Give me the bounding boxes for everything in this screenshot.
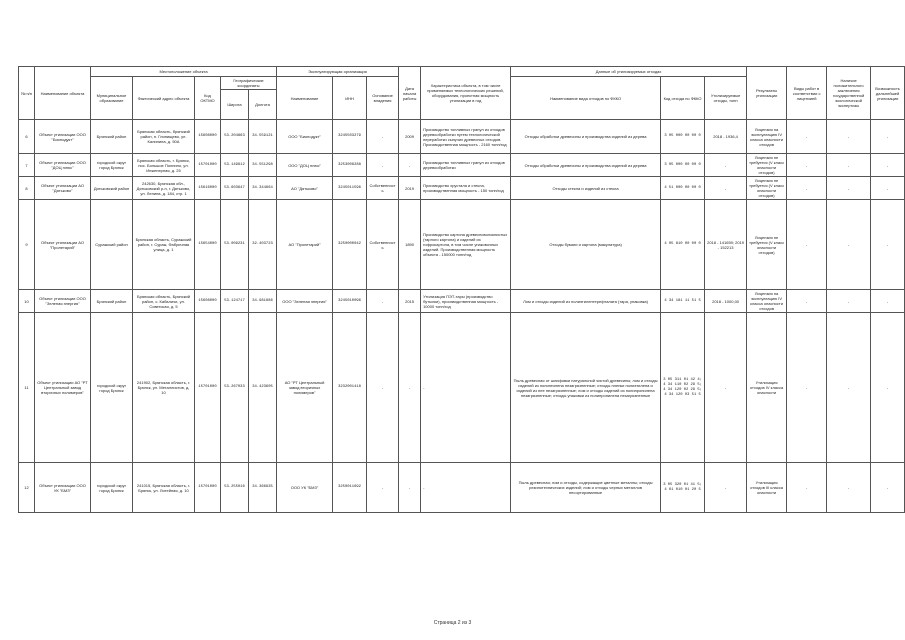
address: 241015, Брянская область, г. Брянск, ул. Литейная, д. 10 — [133, 463, 195, 513]
waste-tonnage: - — [705, 154, 747, 177]
utilization-results: Лицензия не требуется (V класс опасности отходов) — [747, 154, 787, 177]
further-utilization: - — [871, 177, 905, 200]
municipality: Брянский район — [91, 120, 133, 154]
operator-name: ООО "Зеленая энергия" — [277, 290, 333, 313]
waste-fkko-code: 4 51 000 00 00 0 — [661, 177, 705, 200]
inn: 3250011692 — [333, 463, 367, 513]
expertise-conclusion: - — [827, 290, 871, 313]
utilization-results: Утилизация отходов III класса опасности — [747, 463, 787, 513]
waste-fkko-code: 3 05 320 01 41 5; 4 61 010 01 20 5 — [661, 463, 705, 513]
characteristics: Производство картона древесноволокнистых (тарного картона) и изделий из гофрокартона, в том числе упаковочных изделий. Производственная мощность объекта - 150000 тонн/год — [421, 200, 511, 290]
oktmo-code: 15654000 — [195, 200, 221, 290]
expertise-conclusion: - — [827, 177, 871, 200]
col-lat: Широта — [221, 90, 249, 120]
waste-fkko-code: 3 05 000 00 00 0 — [661, 120, 705, 154]
municipality: городской округ город Брянск — [91, 313, 133, 463]
table-row — [19, 154, 905, 177]
activity-types: - — [787, 177, 827, 200]
expertise-conclusion: - — [827, 120, 871, 154]
further-utilization: - — [871, 290, 905, 313]
longitude: 34.344664 — [249, 177, 277, 200]
waste-tonnage: - — [705, 313, 747, 463]
latitude: 53.124717 — [221, 290, 249, 313]
municipality: городской округ город Брянск — [91, 463, 133, 513]
col-fkko-code: Код отхода по ФККО — [661, 77, 705, 120]
operator-name: ООО УК "БМЗ" — [277, 463, 333, 513]
ownership-basis: - — [367, 290, 399, 313]
table-row — [19, 177, 905, 200]
table-row — [19, 200, 905, 290]
latitude: 53.603647 — [221, 177, 249, 200]
address: Брянская область, Суражский район, г. Сураж, Фабричная улица, д. 1 — [133, 200, 195, 290]
oktmo-code: 15616000 — [195, 177, 221, 200]
facility-name: Объект утилизации ООО "Зеленая энергия" — [35, 290, 91, 313]
waste-tonnage: 2018 - 1000,00 — [705, 290, 747, 313]
waste-fkko-code: 4 05 810 00 00 0 — [661, 200, 705, 290]
ownership-basis: Собственность — [367, 200, 399, 290]
col-activity: Виды работ в соответствии с лицензией — [787, 67, 827, 120]
col-start-date: Дата начала работы — [399, 67, 421, 120]
waste-type-name: Пыль древесная; лом и отходы, содержащие цветные металлы; отходы резинотехнических изделий; лом и отходы черных металлов несортированные — [511, 463, 661, 513]
longitude: 34.551298 — [249, 154, 277, 177]
col-inn: ИНН — [333, 77, 367, 120]
waste-type-name: Отходы стекла и изделий из стекла — [511, 177, 661, 200]
ownership-basis: - — [367, 154, 399, 177]
col-inclusion: Наличие положительного заключения государственной экологической экспертизы — [827, 67, 871, 120]
oktmo-code: 15701000 — [195, 154, 221, 177]
table-row — [19, 463, 905, 513]
operator-name: АО "Пролетарий" — [277, 200, 333, 290]
expertise-conclusion: - — [827, 313, 871, 463]
utilization-results: Лицензия на эксплуатацию IV класса опасности отходов — [747, 290, 787, 313]
col-group-geo: Географические координаты — [221, 77, 277, 90]
inn: 3245503279 — [333, 120, 367, 154]
municipality: Суражский район — [91, 200, 133, 290]
waste-facility-table — [18, 66, 905, 513]
characteristics: - — [421, 463, 511, 513]
characteristics: Производство топливных гранул из отходов деревообработки — [421, 154, 511, 177]
utilization-results: Лицензия на эксплуатацию IV класса опасности отходов — [747, 120, 787, 154]
col-possibility: Возможность дальнейшей утилизации — [871, 67, 905, 120]
oktmo-code: 15701000 — [195, 463, 221, 513]
start-year: 2009 — [399, 120, 421, 154]
expertise-conclusion: - — [827, 463, 871, 513]
municipality: Дятьковский район — [91, 177, 133, 200]
start-year: - — [399, 463, 421, 513]
municipality: городской округ город Брянск — [91, 154, 133, 177]
inn: 3250000042 — [333, 200, 367, 290]
oktmo-code: 15608000 — [195, 290, 221, 313]
inn: 3232001418 — [333, 313, 367, 463]
waste-tonnage: 2018 - 1936,4 — [705, 120, 747, 154]
row-number: 12 — [19, 463, 35, 513]
further-utilization: - — [871, 463, 905, 513]
waste-type-name: Отходы бумаги и картона (макулатура) — [511, 200, 661, 290]
address: 242630, Брянская обл., Дятьковский р-н, г. Дятьково, ул. Ленина, д. 184, стр. 1 — [133, 177, 195, 200]
latitude: 53.267033 — [221, 313, 249, 463]
oktmo-code: 15701000 — [195, 313, 221, 463]
activity-types: - — [787, 313, 827, 463]
address: Брянская область, Брянский район, с. Кабаличи, ул. Советская, д. 5 — [133, 290, 195, 313]
facility-name: Объект утилизации ООО "ДОЦ плюс" — [35, 154, 91, 177]
start-year: 2015 — [399, 290, 421, 313]
operator-name: ООО "ДОЦ плюс" — [277, 154, 333, 177]
facility-name: Объект утилизации ООО УК "БМЗ" — [35, 463, 91, 513]
further-utilization: - — [871, 120, 905, 154]
address: Брянская область, г. Брянск, пос. Большое Полпино, ул. Инженерная, д. 25 — [133, 154, 195, 177]
row-number: 8 — [19, 177, 35, 200]
waste-type-name: Отходы обработки древесины и производства изделий из дерева — [511, 120, 661, 154]
start-year: - — [399, 313, 421, 463]
col-basis: Основание владения — [367, 77, 399, 120]
row-number: 7 — [19, 154, 35, 177]
activity-types: - — [787, 200, 827, 290]
ownership-basis: Собственность — [367, 177, 399, 200]
inn: 3253008288 — [333, 154, 367, 177]
further-utilization: - — [871, 154, 905, 177]
col-address: Фактический адрес объекта — [133, 77, 195, 120]
col-no: № п/п — [19, 67, 35, 120]
longitude: 34.366935 — [249, 463, 277, 513]
waste-type-name: Отходы обработки древесины и производства изделий из дерева — [511, 154, 661, 177]
waste-fkko-code: 3 05 000 00 00 0 — [661, 154, 705, 177]
expertise-conclusion: - — [827, 200, 871, 290]
utilization-results: Лицензия не требуется (V класс опасности отходов) — [747, 177, 787, 200]
characteristics: Утилизация ПЭТ-тары (производство бутылки), производственная мощность - 10000 тонн/год — [421, 290, 511, 313]
waste-type-name: Пыль древесная от шлифовки натуральной чистой древесины; лом и отходы изделий из полиэтилена незагрязненные; отходы пленки полиэтилена и изделий из нее незагрязненные; лом и отходы изделий из полипропилена незагрязненные; отходы упаковки из полипропилена незагрязненные — [511, 313, 661, 463]
col-group-operator: Эксплуатирующая организация — [277, 67, 399, 77]
operator-name: АО "РТ Центральный завод вторичных полимеров" — [277, 313, 333, 463]
oktmo-code: 15608000 — [195, 120, 221, 154]
activity-types: - — [787, 463, 827, 513]
longitude: 32.403723 — [249, 200, 277, 290]
latitude: 53.009231 — [221, 200, 249, 290]
col-municipality: Муниципальное образование — [91, 77, 133, 120]
col-characteristics: Характеристика объекта, в том числе применяемых технологических решений, оборудования, проектная мощность утилизации в год — [421, 67, 511, 120]
address: Брянская область, брянский район, п. Глинищево, ул. Калинина, д. 50А — [133, 120, 195, 154]
col-group-waste: Данные об утилизируемых отходах — [511, 67, 747, 77]
expertise-conclusion: - — [827, 154, 871, 177]
col-fkko-name: Наименование вида отходов по ФККО — [511, 77, 661, 120]
characteristics: Производство хрусталя и стекла, производственная мощность - 150 тонн/год — [421, 177, 511, 200]
facility-name: Объект утилизации ООО "Биоподукт" — [35, 120, 91, 154]
activity-types: - — [787, 154, 827, 177]
operator-name: АО "Дятьково" — [277, 177, 333, 200]
ownership-basis: - — [367, 120, 399, 154]
row-number: 6 — [19, 120, 35, 154]
table-row — [19, 313, 905, 463]
row-number: 11 — [19, 313, 35, 463]
col-hazard: Утилизируемые отходы, тонн — [705, 77, 747, 120]
col-org-name: Наименование — [277, 77, 333, 120]
table-row — [19, 290, 905, 313]
ownership-basis: - — [367, 463, 399, 513]
waste-tonnage: 2018 - 141659; 2019 - 152213 — [705, 200, 747, 290]
waste-fkko-code: 3 05 311 01 42 4; 4 34 110 02 29 5; 4 34 120 02 29 5; 4 34 120 03 51 5 — [661, 313, 705, 463]
municipality: Брянский район — [91, 290, 133, 313]
characteristics: - — [421, 313, 511, 463]
facility-name: Объект утилизации АО "РТ Центральный завод вторичных полимеров" — [35, 313, 91, 463]
page-footer: Страница 2 из 3 — [433, 620, 472, 626]
row-number: 9 — [19, 200, 35, 290]
start-year: - — [399, 154, 421, 177]
latitude: 53.255016 — [221, 463, 249, 513]
characteristics: Производство топливных гранул из отходов деревообработки путем технологической переработки сыпучих древесных отходов. Производственная мощность - 2160 тонн/год — [421, 120, 511, 154]
col-oktmo: Код ОКТМО — [195, 77, 221, 120]
inn: 3245010096 — [333, 290, 367, 313]
col-lon: Долгота — [249, 90, 277, 120]
ownership-basis: - — [367, 313, 399, 463]
waste-tonnage: - — [705, 463, 747, 513]
facility-name: Объект утилизации АО "Дятьково" — [35, 177, 91, 200]
col-name: Наименование объекта — [35, 67, 91, 120]
address: 241902, Брянская область, г. Брянск, ул. Металлистов, д. 10 — [133, 313, 195, 463]
activity-types: - — [787, 290, 827, 313]
facility-name: Объект утилизации АО "Пролетарий" — [35, 200, 91, 290]
table-row — [19, 120, 905, 154]
row-number: 10 — [19, 290, 35, 313]
activity-types: - — [787, 120, 827, 154]
utilization-results: Утилизация отходов IV класса опасности — [747, 313, 787, 463]
operator-name: ООО "Биоподукт" — [277, 120, 333, 154]
waste-fkko-code: 4 34 181 11 51 5 — [661, 290, 705, 313]
waste-type-name: Лом и отходы изделий из полиэтилентерефталата (тара, упаковка) — [511, 290, 661, 313]
registry-table-sheet — [18, 66, 900, 513]
further-utilization: - — [871, 200, 905, 290]
latitude: 53.204863 — [221, 120, 249, 154]
start-year: 1890 — [399, 200, 421, 290]
start-year: 2019 — [399, 177, 421, 200]
waste-tonnage: - — [705, 177, 747, 200]
utilization-results: Лицензия не требуется (V класс опасности отходов) — [747, 200, 787, 290]
col-results: Результаты утилизации — [747, 67, 787, 120]
longitude: 34.559121 — [249, 120, 277, 154]
longitude: 34.423605 — [249, 313, 277, 463]
longitude: 34.981886 — [249, 290, 277, 313]
inn: 3245011596 — [333, 177, 367, 200]
further-utilization: - — [871, 313, 905, 463]
latitude: 53.149912 — [221, 154, 249, 177]
col-group-location: Местоположение объекта — [91, 67, 277, 77]
